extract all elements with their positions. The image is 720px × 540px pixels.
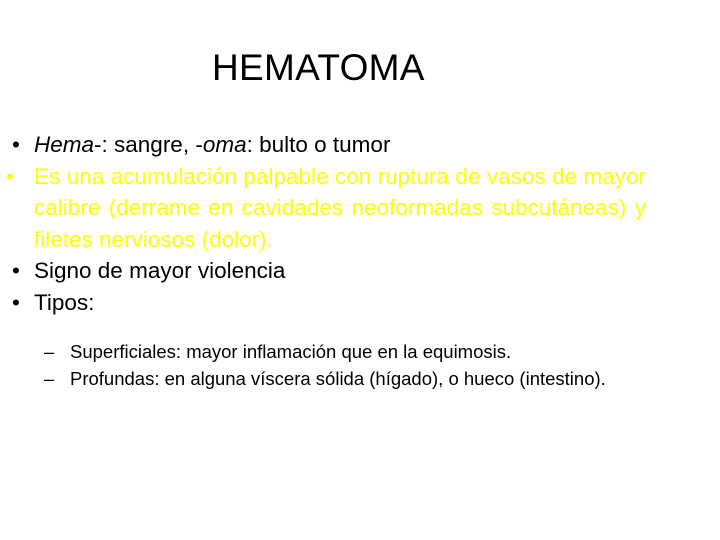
bullet-text: Tipos: — [34, 289, 95, 315]
dash-icon: – — [44, 341, 55, 362]
sub-bullet-item-deep — [44, 365, 636, 392]
bullet-list — [6, 129, 646, 318]
sub-bullet-text: Profundas: en alguna víscera sólida (hígado), o hueco (intestino). — [70, 368, 606, 389]
bullet-icon: • — [12, 258, 20, 283]
bullet-item-types — [12, 287, 646, 319]
dash-icon: – — [44, 368, 55, 389]
bullet-item-definition — [12, 129, 646, 161]
sub-bullet-text: Superficiales: mayor inflamación que en la equimosis. — [70, 341, 512, 362]
sub-bullet-list — [44, 338, 636, 392]
bullet-icon: • — [6, 163, 14, 189]
bullet-icon: • — [12, 132, 20, 157]
bullet-term-hema: Hema — [34, 132, 95, 157]
bullet-item-description — [6, 161, 646, 256]
slide-title: HEMATOMA — [212, 47, 425, 88]
bullet-text: Es una acumulación palpable con ruptura de vasos de mayor calibre (derrame en cavidades neoformadas subcutáneas) y filetes nerviosos (dolor). — [34, 163, 646, 252]
bullet-term-oma: oma — [202, 132, 247, 157]
bullet-text: -: sangre, - — [94, 132, 203, 157]
sub-bullet-item-superficial — [44, 338, 636, 365]
bullet-text: : bulto o tumor — [246, 132, 391, 157]
bullet-item-violence — [12, 255, 646, 287]
bullet-text: Signo de mayor violencia — [34, 258, 286, 283]
bullet-icon: • — [12, 289, 20, 315]
